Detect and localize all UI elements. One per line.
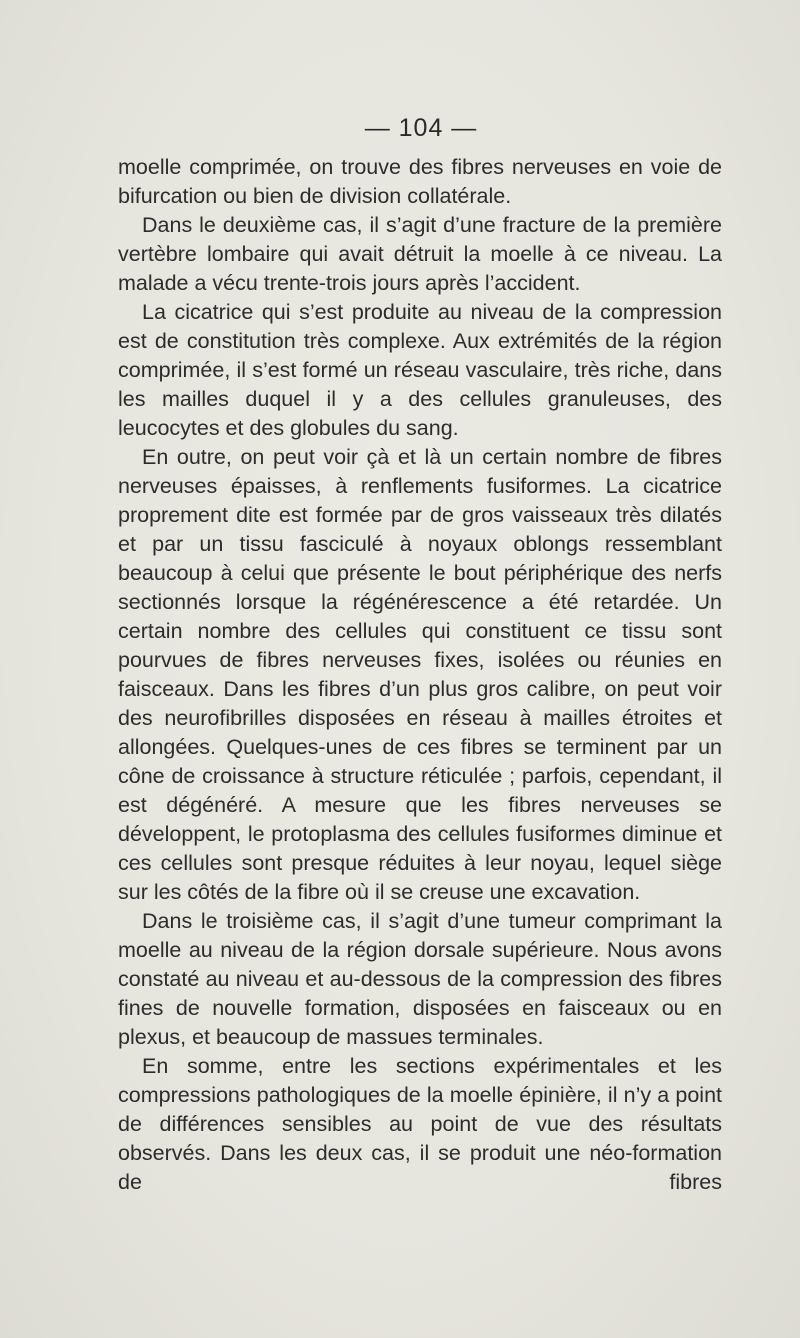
paragraph: En outre, on peut voir çà et là un certain nombre de fibres nerveuses épaisses, à renflements fusiformes. La cicatrice proprement dite est formée par de gros vaisseaux très dilatés et par un tissu fasciculé à noyaux oblongs ressemblant beaucoup à celui que présente le bout périphérique des nerfs sectionnés lorsque la régénérescence a été retardée. Un certain nombre des cellules qui constituent ce tissu sont pourvues de fibres nerveuses fixes, isolées ou réunies en faisceaux. Dans les fibres d’un plus gros calibre, on peut voir des neurofibrilles disposées en réseau à mailles étroites et allongées. Quelques-unes de ces fibres se terminent par un cône de croissance à structure réticulée ; parfois, cependant, il est dégénéré. A mesure que les fibres nerveuses se développent, le protoplasma des cellules fusiformes diminue et ces cellules sont presque réduites à leur noyau, lequel siège sur les côtés de la fibre où il se creuse une excavation. [118, 445, 722, 904]
paragraph: moelle comprimée, on trouve des fibres nerveuses en voie de bifurcation ou bien de division collatérale. [118, 155, 722, 208]
page-number: — 104 — [364, 114, 478, 142]
paragraph: Dans le deuxième cas, il s’agit d’une fracture de la première vertèbre lombaire qui avait détruit la moelle à ce niveau. La malade a vécu trente-trois jours après l’accident. [118, 213, 722, 295]
paragraph: Dans le troisième cas, il s’agit d’une tumeur comprimant la moelle au niveau de la région dorsale supérieure. Nous avons constaté au niveau et au-dessous de la compression des fibres fines de nouvelle formation, disposées en faisceaux ou en plexus, et beaucoup de massues terminales. [118, 909, 722, 1049]
paragraph: En somme, entre les sections expérimentales et les compressions pathologiques de la moelle épinière, il n’y a point de différences sensibles au point de vue des résultats observés. Dans les deux cas, il se produit une néo-formation de fibres [118, 1054, 722, 1194]
body-text [118, 153, 722, 1197]
paragraph: La cicatrice qui s’est produite au niveau de la compression est de constitution très complexe. Aux extrémités de la région comprimée, il s’est formé un réseau vasculaire, très riche, dans les mailles duquel il y a des cellules granuleuses, des leucocytes et des globules du sang. [118, 300, 722, 440]
